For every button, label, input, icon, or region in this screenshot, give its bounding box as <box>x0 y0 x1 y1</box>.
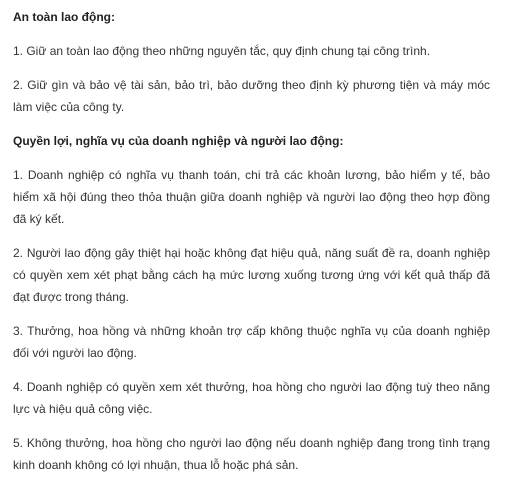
document-body <box>13 6 490 488</box>
paragraph: 1. Giữ an toàn lao động theo những nguyên tắc, quy định chung tại công trình. <box>13 44 431 58</box>
paragraph: 3. Thưởng, hoa hồng và những khoản trợ cấp không thuộc nghĩa vụ của doanh nghiệp đối với người lao động. <box>13 324 490 360</box>
paragraph: 5. Không thưởng, hoa hồng cho người lao động nếu doanh nghiệp đang trong tình trạng kinh doanh không có lợi nhuận, thua lỗ hoặc phá sản. <box>13 436 490 472</box>
paragraph: 1. Doanh nghiệp có nghĩa vụ thanh toán, chi trả các khoản lương, bảo hiểm y tế, bảo hiểm xã hội đúng theo thỏa thuận giữa doanh nghiệp và người lao động theo hợp đồng đã ký kết. <box>13 168 490 226</box>
paragraph: 4. Doanh nghiệp có quyền xem xét thưởng, hoa hồng cho người lao động tuỳ theo năng lực và hiệu quả công việc. <box>13 380 490 416</box>
section-heading-rights-obligations: Quyền lợi, nghĩa vụ của doanh nghiệp và người lao động: <box>13 134 344 148</box>
paragraph: 2. Người lao động gây thiệt hại hoặc không đạt hiệu quả, năng suất đề ra, doanh nghiệp có quyền xem xét phạt bằng cách hạ mức lương xuống tương ứng với kết quả thấp đã đạt được trong tháng. <box>13 246 490 304</box>
paragraph: 2. Giữ gìn và bảo vệ tài sản, bảo trì, bảo dưỡng theo định kỳ phương tiện và máy móc làm việc của công ty. <box>13 78 490 114</box>
section-heading-labor-safety: An toàn lao động: <box>13 10 115 24</box>
